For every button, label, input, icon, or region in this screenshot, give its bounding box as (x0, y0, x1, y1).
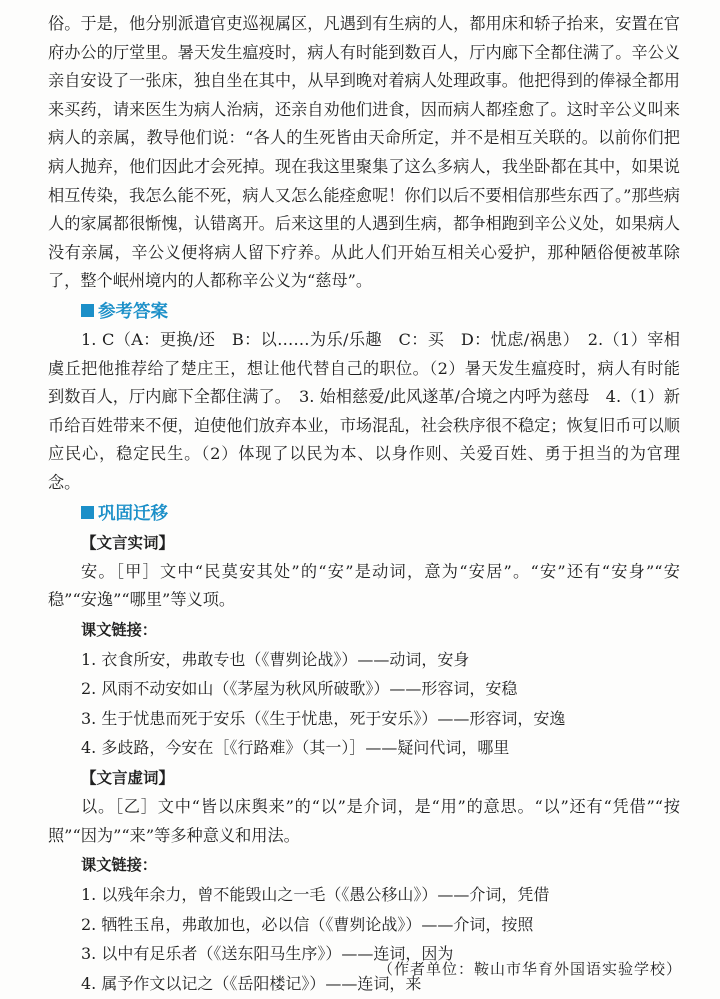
list-item: 1. 衣食所安，弗敢专也（《曹刿论战》）——动词，安身 (81, 649, 470, 669)
list-item: 4. 属予作文以记之（《岳阳楼记》）——连词，来 (81, 974, 422, 994)
list-item: 1. 以残年余力，曾不能毁山之一毛（《愚公移山》）——介词，凭借 (81, 885, 550, 905)
list-item: 3. 以中有足乐者（《送东阳马生序》）——连词，因为 (81, 944, 454, 964)
shici-tag: 【文言实词】 (81, 533, 175, 552)
answers-text: 1. C（A：更换/还 B：以……为乐/乐趣 C：买 D：忧虑/祸患） 2.（1）宰相虞丘把他推荐给了楚庄王，想让他代替自己的职位。（2）暑天发生瘟疫时，病人有时能到数百人，厅内廊下全都住满了。 3. 始相慈爱/此风遂革/合境之内呼为慈母 4.（1）新币给百姓带来不便，迫使他们放弃本业，市场混乱，社会秩序很不稳定；恢复旧币可以顺应民心，稳定民生。（2）体现了以民为本、以身作则、关爱百姓、勇于担当的为官理念。 (48, 329, 680, 492)
answers-title: 参考答案 (98, 302, 168, 323)
consolidate-title: 巩固迁移 (98, 504, 168, 524)
translation-paragraph: 俗。于是，他分别派遣官吏巡视属区，凡遇到有生病的人，都用床和轿子抬来，安置在官府办公的厅堂里。暑天发生瘟疫时，病人有时能到数百人，厅内廊下全都住满了。辛公义亲自安设了一张床，独自坐在其中，从早到晚对着病人处理政事。他把得到的俸禄全都用来买药，请来医生为病人治病，还亲自劝他们进食，因而病人都痊愈了。这时辛公义叫来病人的亲属，教导他们说：“各人的生死皆由天命所定，并不是相互关联的。以前你们把病人抛弃，他们因此才会死掉。现在我这里聚集了这么多病人，我坐卧都在其中，如果说相互传染，我怎么能不死，病人又怎么能痊愈呢！你们以后不要相信那些东西了。”那些病人的家属都很惭愧，认错离开。后来这里的人遇到生病，都争相跑到辛公义处，如果病人没有亲属，辛公义便将病人留下疗养。从此人们开始互相关心爱护，那种陋俗便被革除了，整个岷州境内的人都称辛公义为“慈母”。 (48, 14, 680, 291)
xuci-tag: 【文言虚词】 (81, 769, 175, 788)
xuci-text: 以。［乙］文中“皆以床舆来”的“以”是介词，是“用”的意思。“以”还有“凭借”“按照”“因为”“来”等多种意义和用法。 (48, 797, 680, 845)
shici-link-title: 课文链接： (81, 620, 157, 639)
square-bullet-icon (81, 304, 94, 317)
xuci-link-title: 课文链接： (81, 856, 157, 875)
list-item: 2. 风雨不动安如山（《茅屋为秋风所破歌》）——形容词，安稳 (81, 679, 518, 699)
answers-heading (81, 296, 680, 326)
list-item: 3. 生于忧患而死于安乐（《生于忧患，死于安乐》）——形容词，安逸 (81, 708, 566, 728)
shici-text: 安。［甲］文中“民莫安其处”的“安”是动词，意为“安居”。“安”还有“安身”“安稳”“安逸”“哪里”等义项。 (48, 561, 680, 610)
list-item: 4. 多歧路，今安在［《行路难》（其一）］——疑问代词，哪里 (81, 738, 510, 758)
square-bullet-icon (81, 506, 94, 519)
list-item: 2. 牺牲玉帛，弗敢加也，必以信（《曹刿论战》）——介词，按照 (81, 914, 534, 934)
author-affiliation: （作者单位：鞍山市华育外国语实验学校） (377, 960, 682, 978)
consolidate-heading (81, 498, 680, 528)
